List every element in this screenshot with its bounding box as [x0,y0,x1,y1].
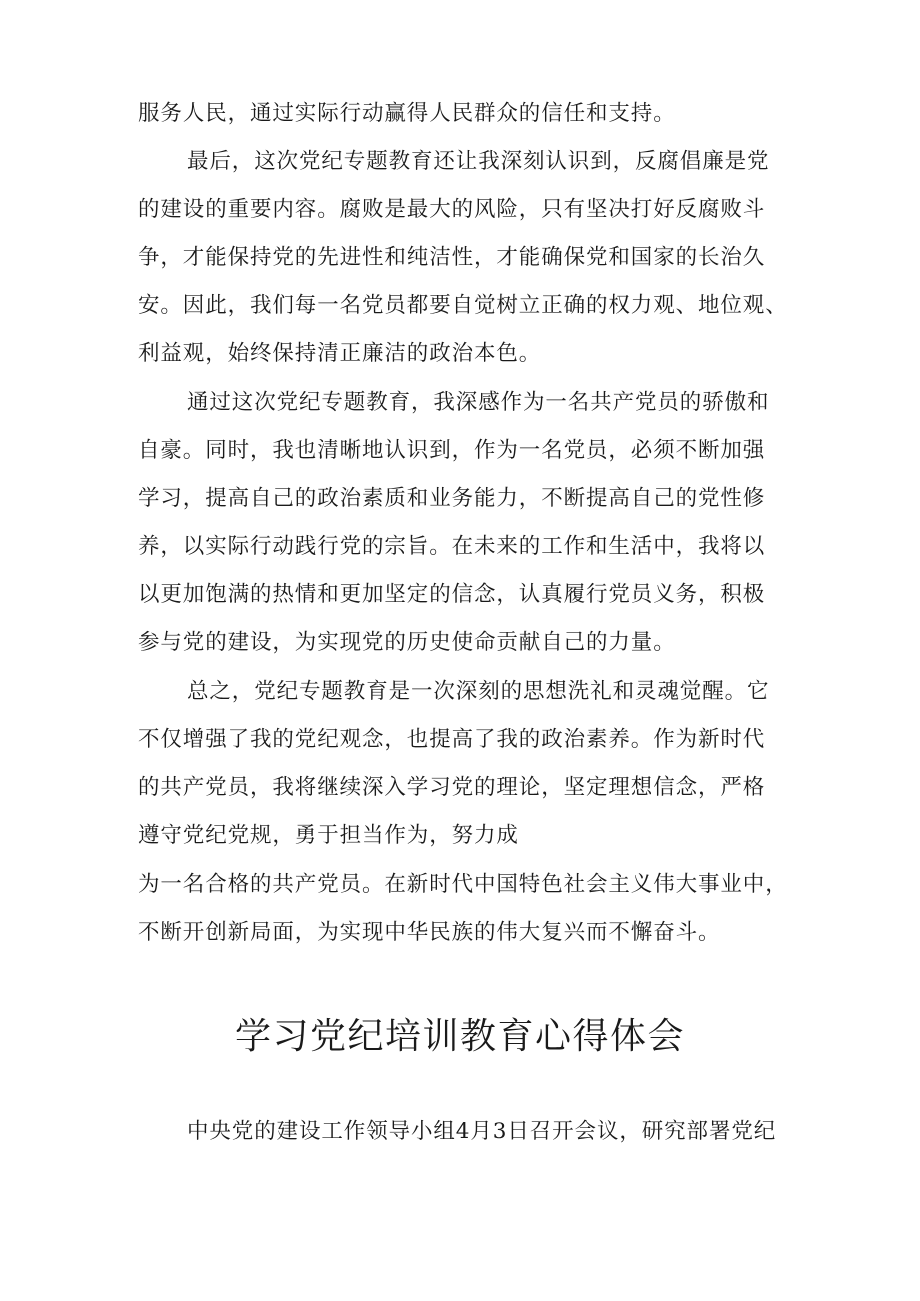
body-text-line: 的建设的重要内容。腐败是最大的风险，只有坚决打好反腐败斗 [138,197,766,222]
paragraph-first-line: 总之，党纪专题教育是一次深刻的思想洗礼和灵魂觉醒。它 [187,679,770,704]
body-text-line: 参与党的建设，为实现党的历史使命贡献自己的力量。 [138,630,676,655]
body-text-line: 争，才能保持党的先进性和纯洁性，才能确保党和国家的长治久 [138,245,766,270]
paragraph-first-line: 通过这次党纪专题教育，我深感作为一名共产党员的骄傲和 [187,390,770,415]
body-text-line: 自豪。同时，我也清晰地认识到，作为一名党员，必须不断加强 [138,438,766,463]
body-text-line: 服务人民，通过实际行动赢得人民群众的信任和支持。 [138,101,676,126]
document-title: 学习党纪培训教育心得体会 [234,1016,685,1057]
body-text-line: 学习，提高自己的政治素质和业务能力，不断提高自己的党性修 [138,486,766,511]
body-text-line: 不断开创新局面，为实现中华民族的伟大复兴而不懈奋斗。 [138,920,721,945]
paragraph-first-line: 中央党的建设工作领导小组4月3日召开会议，研究部署党纪 [187,1119,777,1144]
body-text-line: 遵守党纪党规，勇于担当作为，努力成 [138,823,519,848]
body-text-line: 利益观，始终保持清正廉洁的政治本色。 [138,341,542,366]
body-text-line: 养，以实际行动践行党的宗旨。在未来的工作和生活中，我将以 [138,534,766,559]
body-text-line: 为一名合格的共产党员。在新时代中国特色社会主义伟大事业中， [138,872,788,897]
body-text-line: 不仅增强了我的党纪观念，也提高了我的政治素养。作为新时代 [138,727,766,752]
body-text-line: 安。因此，我们每一名党员都要自觉树立正确的权力观、地位观、 [138,293,788,318]
paragraph-first-line: 最后，这次党纪专题教育还让我深刻认识到，反腐倡廉是党 [187,149,770,174]
body-text-line: 以更加饱满的热情和更加坚定的信念，认真履行党员义务，积极 [138,582,766,607]
body-text-line: 的共产党员，我将继续深入学习党的理论，坚定理想信念，严格 [138,775,766,800]
